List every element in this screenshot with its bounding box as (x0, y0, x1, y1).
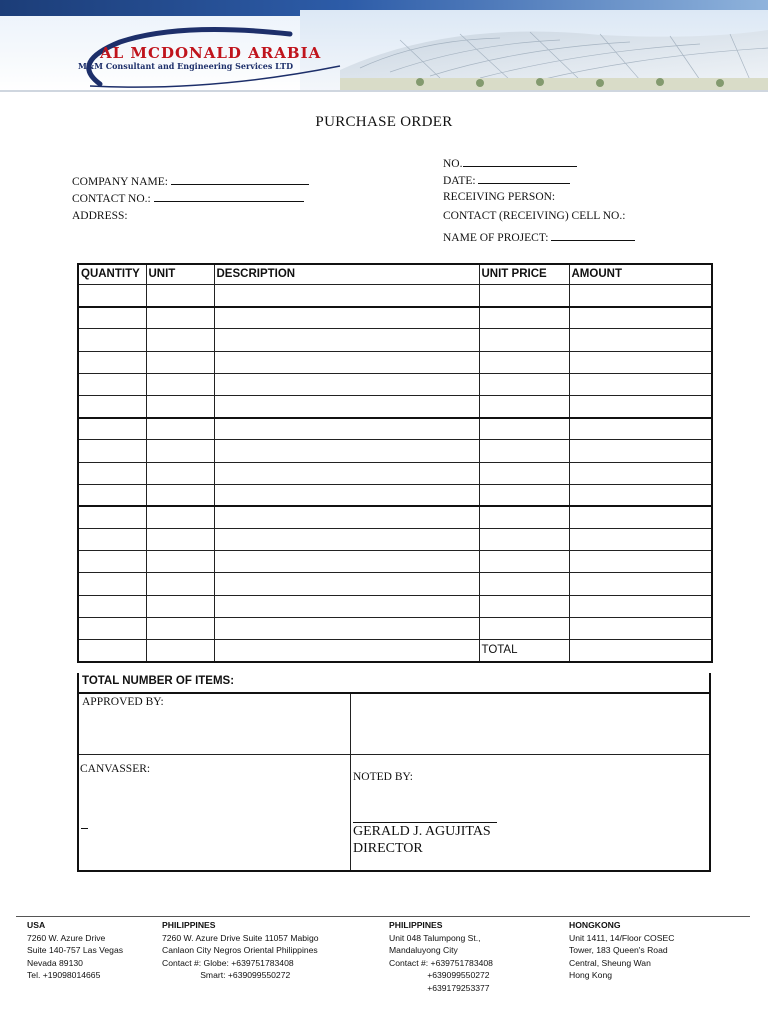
table-row (78, 506, 712, 528)
project-name-label: NAME OF PROJECT: (443, 232, 549, 244)
project-name-blank[interactable] (551, 229, 635, 241)
cell-description[interactable] (214, 373, 479, 395)
table-row (78, 395, 712, 417)
canvasser-label: CANVASSER: (80, 763, 151, 775)
po-number-blank[interactable] (463, 155, 577, 167)
cell-unit[interactable] (146, 351, 214, 373)
total-items-row (77, 673, 711, 693)
cell-quantity[interactable] (78, 329, 146, 351)
table-row (78, 484, 712, 506)
canvasser-mark (81, 828, 88, 829)
cell-description[interactable] (214, 418, 479, 440)
office-line: +639179253377 (389, 982, 490, 993)
director-name: GERALD J. AGUJITAS (353, 824, 491, 839)
office-heading: USA (27, 920, 46, 930)
letterhead-banner (0, 0, 768, 92)
cell-amount[interactable] (569, 307, 712, 329)
cell-description[interactable] (214, 506, 479, 528)
cell-unit-price[interactable] (479, 395, 569, 417)
footer-office-philippines-2 (389, 919, 493, 995)
cell-description[interactable] (214, 573, 479, 595)
cell-unit[interactable] (146, 551, 214, 573)
office-line: Contact #: +639751783408 (389, 957, 493, 968)
contact-no-blank[interactable] (154, 190, 304, 202)
approved-by-label: APPROVED BY: (82, 696, 164, 708)
cell-quantity[interactable] (78, 573, 146, 595)
cell-unit-price[interactable] (479, 529, 569, 551)
cell-unit-price[interactable] (479, 440, 569, 462)
cell-quantity[interactable] (78, 462, 146, 484)
cell-quantity[interactable] (78, 307, 146, 329)
cell-unit-price[interactable] (479, 373, 569, 395)
office-heading: HONGKONG (569, 920, 621, 930)
approval-section (77, 692, 711, 872)
cell-amount[interactable] (569, 351, 712, 373)
total-label: TOTAL (479, 640, 569, 662)
cell-unit[interactable] (146, 285, 214, 307)
cell-quantity[interactable] (78, 395, 146, 417)
contact-cell-field[interactable] (443, 209, 625, 223)
cell-amount[interactable] (569, 329, 712, 351)
header-amount: AMOUNT (569, 264, 712, 285)
cell-unit-price[interactable] (479, 617, 569, 639)
cell-description[interactable] (214, 329, 479, 351)
cell-unit[interactable] (146, 573, 214, 595)
footer-office-usa (27, 919, 123, 982)
approval-divider-horizontal (79, 754, 709, 755)
table-row (78, 373, 712, 395)
project-name-field[interactable] (443, 229, 635, 245)
office-line: Smart: +639099550272 (162, 970, 291, 981)
date-label: DATE: (443, 175, 476, 187)
header-unit-price: UNIT PRICE (479, 264, 569, 285)
banner-bottom-line (0, 90, 768, 92)
cell-amount[interactable] (569, 506, 712, 528)
office-line: Tower, 183 Queen's Road (569, 945, 668, 956)
cell-unit-price[interactable] (479, 506, 569, 528)
total-amount-cell[interactable] (569, 640, 712, 662)
cell-quantity[interactable] (78, 440, 146, 462)
total-items-label: TOTAL NUMBER OF ITEMS: (82, 675, 235, 687)
table-row (78, 595, 712, 617)
cell-description[interactable] (214, 285, 479, 307)
cell-amount[interactable] (569, 440, 712, 462)
cell-description[interactable] (214, 551, 479, 573)
po-number-label: NO. (443, 158, 463, 170)
cell-unit[interactable] (146, 373, 214, 395)
cell-quantity[interactable] (78, 484, 146, 506)
table-row (78, 529, 712, 551)
cell-description[interactable] (214, 529, 479, 551)
cell-quantity[interactable] (78, 529, 146, 551)
cell-unit-price[interactable] (479, 484, 569, 506)
approval-divider-vertical (350, 694, 351, 870)
total-row (78, 640, 712, 662)
office-line: Unit 1411, 14/Floor COSEC (569, 932, 675, 943)
company-logo-subtitle: M&M Consultant and Engineering Services LTD (78, 61, 294, 71)
cell-description (214, 640, 479, 662)
footer-office-philippines-1 (162, 919, 319, 982)
table-header-row (78, 264, 712, 285)
cell-unit[interactable] (146, 440, 214, 462)
cell-unit-price[interactable] (479, 329, 569, 351)
cell-unit-price[interactable] (479, 307, 569, 329)
table-row (78, 285, 712, 307)
po-number-field[interactable] (443, 155, 577, 171)
director-title: DIRECTOR (353, 841, 423, 856)
signature-line[interactable] (353, 822, 497, 823)
office-line: Tel. +19098014665 (27, 970, 101, 981)
cell-description[interactable] (214, 351, 479, 373)
items-table (77, 263, 713, 663)
company-logo-name: AL MCDONALD ARABIA (100, 44, 322, 62)
cell-quantity[interactable] (78, 617, 146, 639)
building-photo (300, 10, 768, 92)
cell-unit[interactable] (146, 462, 214, 484)
cell-unit[interactable] (146, 307, 214, 329)
cell-amount[interactable] (569, 573, 712, 595)
table-row (78, 462, 712, 484)
table-row (78, 617, 712, 639)
cell-unit (146, 640, 214, 662)
cell-quantity[interactable] (78, 551, 146, 573)
table-row (78, 329, 712, 351)
cell-quantity[interactable] (78, 418, 146, 440)
cell-amount[interactable] (569, 285, 712, 307)
cell-amount[interactable] (569, 617, 712, 639)
cell-unit[interactable] (146, 506, 214, 528)
table-row (78, 418, 712, 440)
office-line: Canlaon City Negros Oriental Philippines (162, 945, 318, 956)
cell-unit-price[interactable] (479, 285, 569, 307)
office-line: Unit 048 Talumpong St., (389, 932, 481, 943)
cell-unit-price[interactable] (479, 351, 569, 373)
contact-no-label: CONTACT NO.: (72, 193, 151, 205)
items-table-body (78, 285, 712, 662)
office-line: Contact #: Globe: +639751783408 (162, 957, 294, 968)
company-name-field[interactable] (72, 173, 309, 189)
cell-quantity[interactable] (78, 285, 146, 307)
cell-description[interactable] (214, 595, 479, 617)
cell-unit-price[interactable] (479, 573, 569, 595)
cell-unit[interactable] (146, 617, 214, 639)
contact-cell-label: CONTACT (RECEIVING) CELL NO.: (443, 210, 626, 222)
receiving-person-label: RECEIVING PERSON: (443, 191, 556, 203)
cell-quantity[interactable] (78, 351, 146, 373)
cell-description[interactable] (214, 617, 479, 639)
address-label: ADDRESS: (72, 210, 128, 222)
cell-unit[interactable] (146, 329, 214, 351)
cell-description[interactable] (214, 395, 479, 417)
header-quantity: QUANTITY (78, 264, 146, 285)
table-row (78, 551, 712, 573)
cell-unit[interactable] (146, 529, 214, 551)
office-line: 7260 W. Azure Drive (27, 932, 106, 943)
cell-amount[interactable] (569, 529, 712, 551)
header-description: DESCRIPTION (214, 264, 479, 285)
document-title: PURCHASE ORDER (315, 114, 453, 130)
cell-description[interactable] (214, 440, 479, 462)
cell-unit-price[interactable] (479, 551, 569, 573)
cell-unit[interactable] (146, 484, 214, 506)
office-line: Suite 140-757 Las Vegas (27, 945, 124, 956)
cell-amount[interactable] (569, 484, 712, 506)
receiving-person-field[interactable] (443, 190, 555, 204)
cell-unit-price[interactable] (479, 595, 569, 617)
company-name-label: COMPANY NAME: (72, 176, 168, 188)
cell-unit-price[interactable] (479, 462, 569, 484)
office-line: Mandaluyong City (389, 945, 458, 956)
footer-divider (16, 916, 750, 917)
cell-description[interactable] (214, 307, 479, 329)
cell-amount[interactable] (569, 373, 712, 395)
cell-amount[interactable] (569, 595, 712, 617)
date-field[interactable] (443, 172, 570, 188)
cell-unit[interactable] (146, 595, 214, 617)
office-line: Central, Sheung Wan (569, 957, 651, 968)
table-row (78, 440, 712, 462)
noted-by-label: NOTED BY: (353, 771, 413, 783)
office-line: +639099550272 (389, 970, 490, 981)
office-line: Nevada 89130 (27, 957, 83, 968)
cell-description[interactable] (214, 484, 479, 506)
contact-no-field[interactable] (72, 190, 304, 206)
cell-amount[interactable] (569, 551, 712, 573)
cell-amount[interactable] (569, 462, 712, 484)
office-heading: PHILIPPINES (162, 920, 216, 930)
cell-amount[interactable] (569, 418, 712, 440)
address-field[interactable] (72, 209, 128, 223)
cell-quantity[interactable] (78, 373, 146, 395)
cell-description[interactable] (214, 462, 479, 484)
cell-unit[interactable] (146, 395, 214, 417)
footer-office-hongkong (569, 919, 674, 982)
office-heading: PHILIPPINES (389, 920, 443, 930)
cell-quantity[interactable] (78, 506, 146, 528)
cell-unit-price[interactable] (479, 418, 569, 440)
office-line: Hong Kong (569, 970, 613, 981)
cell-amount[interactable] (569, 395, 712, 417)
cell-quantity (78, 640, 146, 662)
cell-quantity[interactable] (78, 595, 146, 617)
date-blank[interactable] (478, 172, 570, 184)
cell-unit[interactable] (146, 418, 214, 440)
office-line: 7260 W. Azure Drive Suite 11057 Mabigo (162, 932, 319, 943)
table-row (78, 351, 712, 373)
company-name-blank[interactable] (171, 173, 309, 185)
header-unit: UNIT (146, 264, 214, 285)
table-row (78, 573, 712, 595)
table-row (78, 307, 712, 329)
